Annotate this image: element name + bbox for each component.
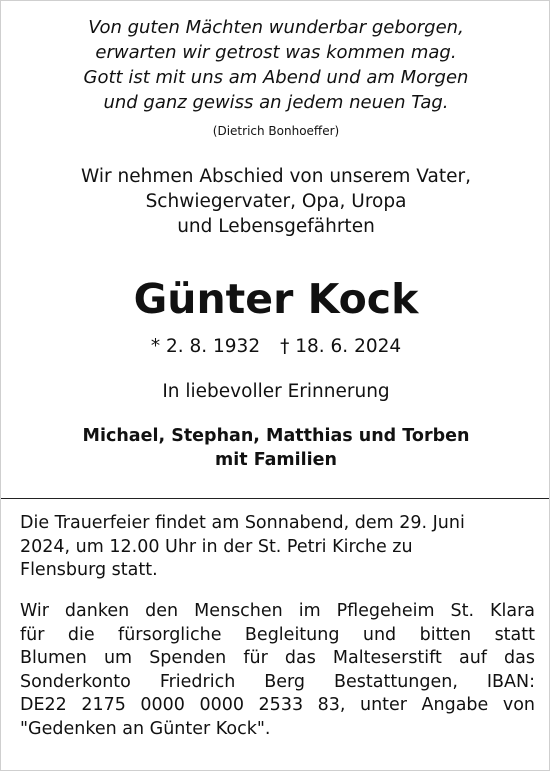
poem-author: (Dietrich Bonhoeffer) <box>212 124 340 138</box>
thanks-line: Wir danken den Menschen im Pflegeheim St. Klara <box>20 601 535 621</box>
farewell-text <box>1 164 550 239</box>
ceremony-line: Die Trauerfeier findet am Sonnabend, dem 29. Juni <box>20 513 465 533</box>
family-names <box>1 424 550 472</box>
divider-line <box>1 498 549 499</box>
life-dates <box>1 334 550 360</box>
poem-line: und ganz gewiss an jedem neuen Tag. <box>103 92 449 113</box>
farewell-line: Wir nehmen Abschied von unserem Vater, <box>81 166 471 187</box>
thanks-line: Blumen um Spenden für das Malteserstift auf das <box>20 648 535 668</box>
poem-line: Von guten Mächten wunderbar geborgen, <box>88 17 464 38</box>
thanks-line: für die fürsorgliche Begleitung und bitten statt <box>20 624 535 645</box>
deceased-name: Günter Kock <box>133 275 419 323</box>
birth-date: * 2. 8. 1932 <box>150 336 261 357</box>
farewell-line: und Lebensgefährten <box>177 216 375 237</box>
poem-line: Gott ist mit uns am Abend und am Morgen <box>83 67 469 88</box>
poem-quote <box>1 15 550 115</box>
farewell-line: Schwiegervater, Opa, Uropa <box>145 191 407 212</box>
family-line: Michael, Stephan, Matthias und Torben <box>82 426 470 446</box>
death-date: † 18. 6. 2024 <box>280 336 402 357</box>
thanks-text <box>20 600 535 741</box>
ceremony-line: 2024, um 12.00 Uhr in der St. Petri Kirche zu <box>20 536 413 557</box>
ceremony-info <box>20 512 535 583</box>
thanks-line: Sonderkonto Friedrich Berg Bestattungen, IBAN: <box>20 671 535 692</box>
thanks-line: DE22 2175 0000 0000 2533 83, unter Angabe von <box>20 695 535 715</box>
family-line: mit Familien <box>215 450 337 470</box>
thanks-line: "Gedenken an Günter Kock". <box>20 718 271 739</box>
ceremony-line: Flensburg statt. <box>20 560 158 580</box>
poem-line: erwarten wir getrost was kommen mag. <box>95 42 457 63</box>
memory-text: In liebevoller Erinnerung <box>162 381 390 402</box>
